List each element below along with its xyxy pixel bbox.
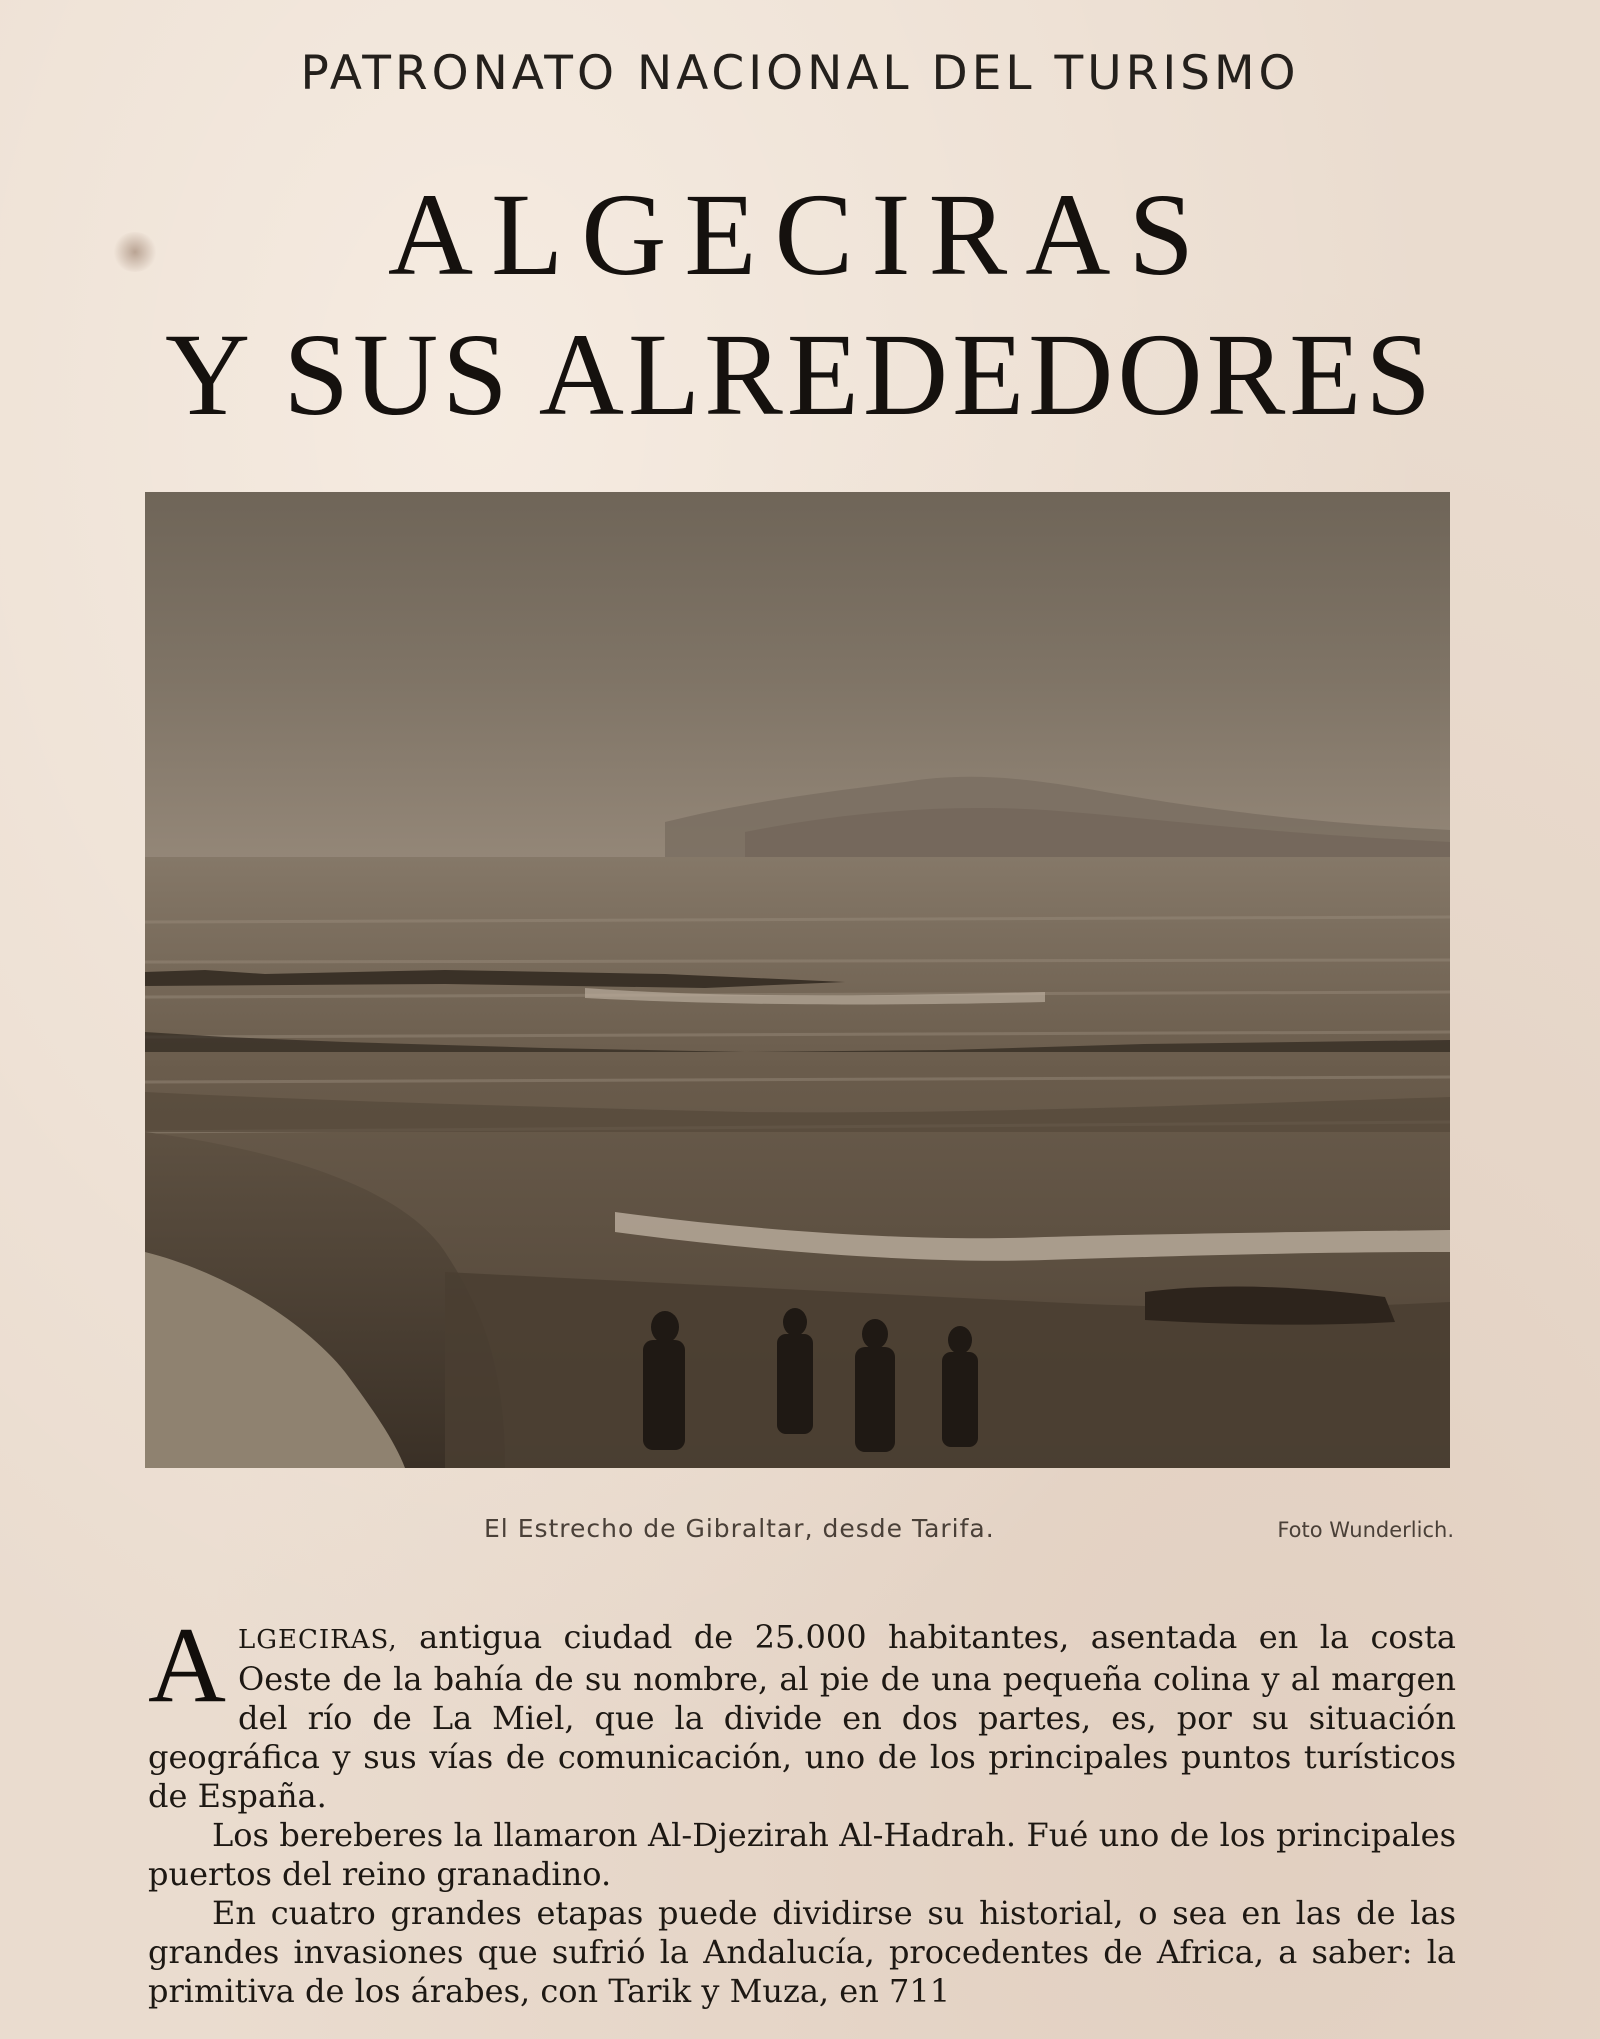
title-line-2: Y SUS ALREDEDORES [164, 309, 1435, 440]
drop-cap: A [148, 1606, 226, 1725]
article-body [148, 1606, 1456, 2011]
paragraph-1 [148, 1606, 1456, 1816]
paragraph-3: En cuatro grandes etapas puede dividirse su historial, o sea en las de las grandes invasiones que sufrió la Andalucía, procedentes de Africa, a saber: la primitiva de los árabes, con Tarik y Muza, en 711 [148, 1894, 1456, 2010]
lead-word: LGECIRAS, [238, 1625, 398, 1655]
photo-credit: Foto Wunderlich. [1277, 1518, 1454, 1542]
organization-header: PATRONATO NACIONAL DEL TURISMO [300, 46, 1300, 101]
paragraph-1-text: antigua ciudad de 25.000 habitantes, asentada en la costa Oeste de la bahía de su nombre, al pie de una pequeña colina y al margen del río de La Miel, que la divide en dos partes, es, por su situación geográfica y sus vías de comunicación, uno de los principales puntos turísticos de España. [148, 1618, 1456, 1815]
strait-photograph [145, 492, 1450, 1468]
paragraph-2: Los bereberes la llamaron Al-Djezirah Al-Hadrah. Fué uno de los principales puertos del reino granadino. [148, 1816, 1456, 1893]
title-line-1: ALGECIRAS [387, 169, 1213, 300]
photo-caption: El Estrecho de Gibraltar, desde Tarifa. [484, 1514, 995, 1543]
